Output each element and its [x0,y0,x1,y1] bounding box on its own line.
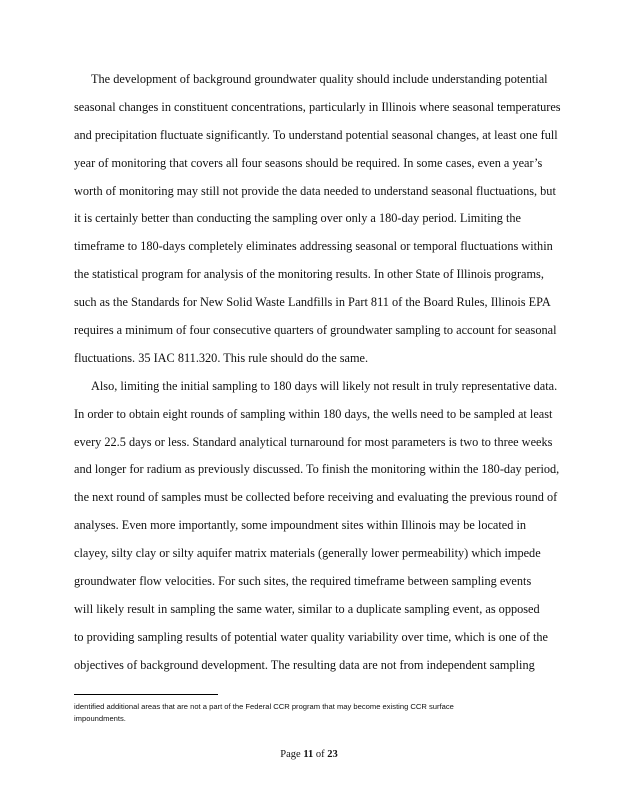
text-line: and precipitation fluctuate significantly. To understand potential seasonal changes, at least one full [74,127,558,142]
text-line: analyses. Even more importantly, some impoundment sites within Illinois may be located in [74,518,527,533]
body-text [74,69,608,683]
page-number [0,749,618,760]
text-line: the statistical program for analysis of the monitoring results. In other State of Illinois programs, [74,267,544,282]
text-line: objectives of background development. The resulting data are not from independent sampling [74,657,535,672]
footnote-line: identified additional areas that are not a part of the Federal CCR program that may become existing CCR surface [74,702,454,711]
page-label: Page [280,749,301,760]
text-line: The development of background groundwater quality should include understanding potential [91,72,548,86]
text-line: groundwater flow velocities. For such sites, the required timeframe between sampling events [74,574,532,589]
text-line: Also, limiting the initial sampling to 180 days will likely not result in truly representative data. [91,378,558,393]
text-line: fluctuations. 35 IAC 811.320. This rule should do the same. [74,350,369,365]
text-line: clayey, silty clay or silty aquifer matrix materials (generally lower permeability) which impede [74,546,541,561]
text-line: requires a minimum of four consecutive quarters of groundwater sampling to account for seasonal [74,323,557,338]
text-line: and longer for radium as previously discussed. To finish the monitoring within the 180-day period, [74,462,560,477]
text-line: timeframe to 180-days completely eliminates addressing seasonal or temporal fluctuations within [74,239,553,254]
current-page: 11 [303,749,314,760]
text-line: year of monitoring that covers all four seasons should be required. In some cases, even a year’s [74,155,543,170]
paragraph-sampling-timeframe [74,376,608,683]
text-line: In order to obtain eight rounds of sampling within 180 days, the wells need to be sampled at least [74,406,553,421]
total-pages: 23 [327,749,338,760]
page-of-label: of [315,749,325,760]
text-line: to providing sampling results of potential water quality variability over time, which is one of the [74,629,549,644]
text-line: will likely result in sampling the same water, similar to a duplicate sampling event, as opposed [74,601,540,616]
text-line: worth of monitoring may still not provide the data needed to understand seasonal fluctuations, but [74,183,556,198]
text-line: it is certainly better than conducting the sampling over only a 180-day period. Limiting the [74,211,522,226]
footnote [74,701,594,724]
text-line: the next round of samples must be collected before receiving and evaluating the previous round of [74,490,558,505]
footnote-line: impoundments. [74,713,126,723]
text-line: such as the Standards for New Solid Waste Landfills in Part 811 of the Board Rules, Illinois EPA [74,295,551,310]
text-line: seasonal changes in constituent concentrations, particularly in Illinois where seasonal temperatures [74,99,561,114]
text-line: every 22.5 days or less. Standard analytical turnaround for most parameters is two to three weeks [74,434,553,449]
paragraph-seasonal-monitoring [74,69,608,376]
footnote-separator [74,694,218,695]
